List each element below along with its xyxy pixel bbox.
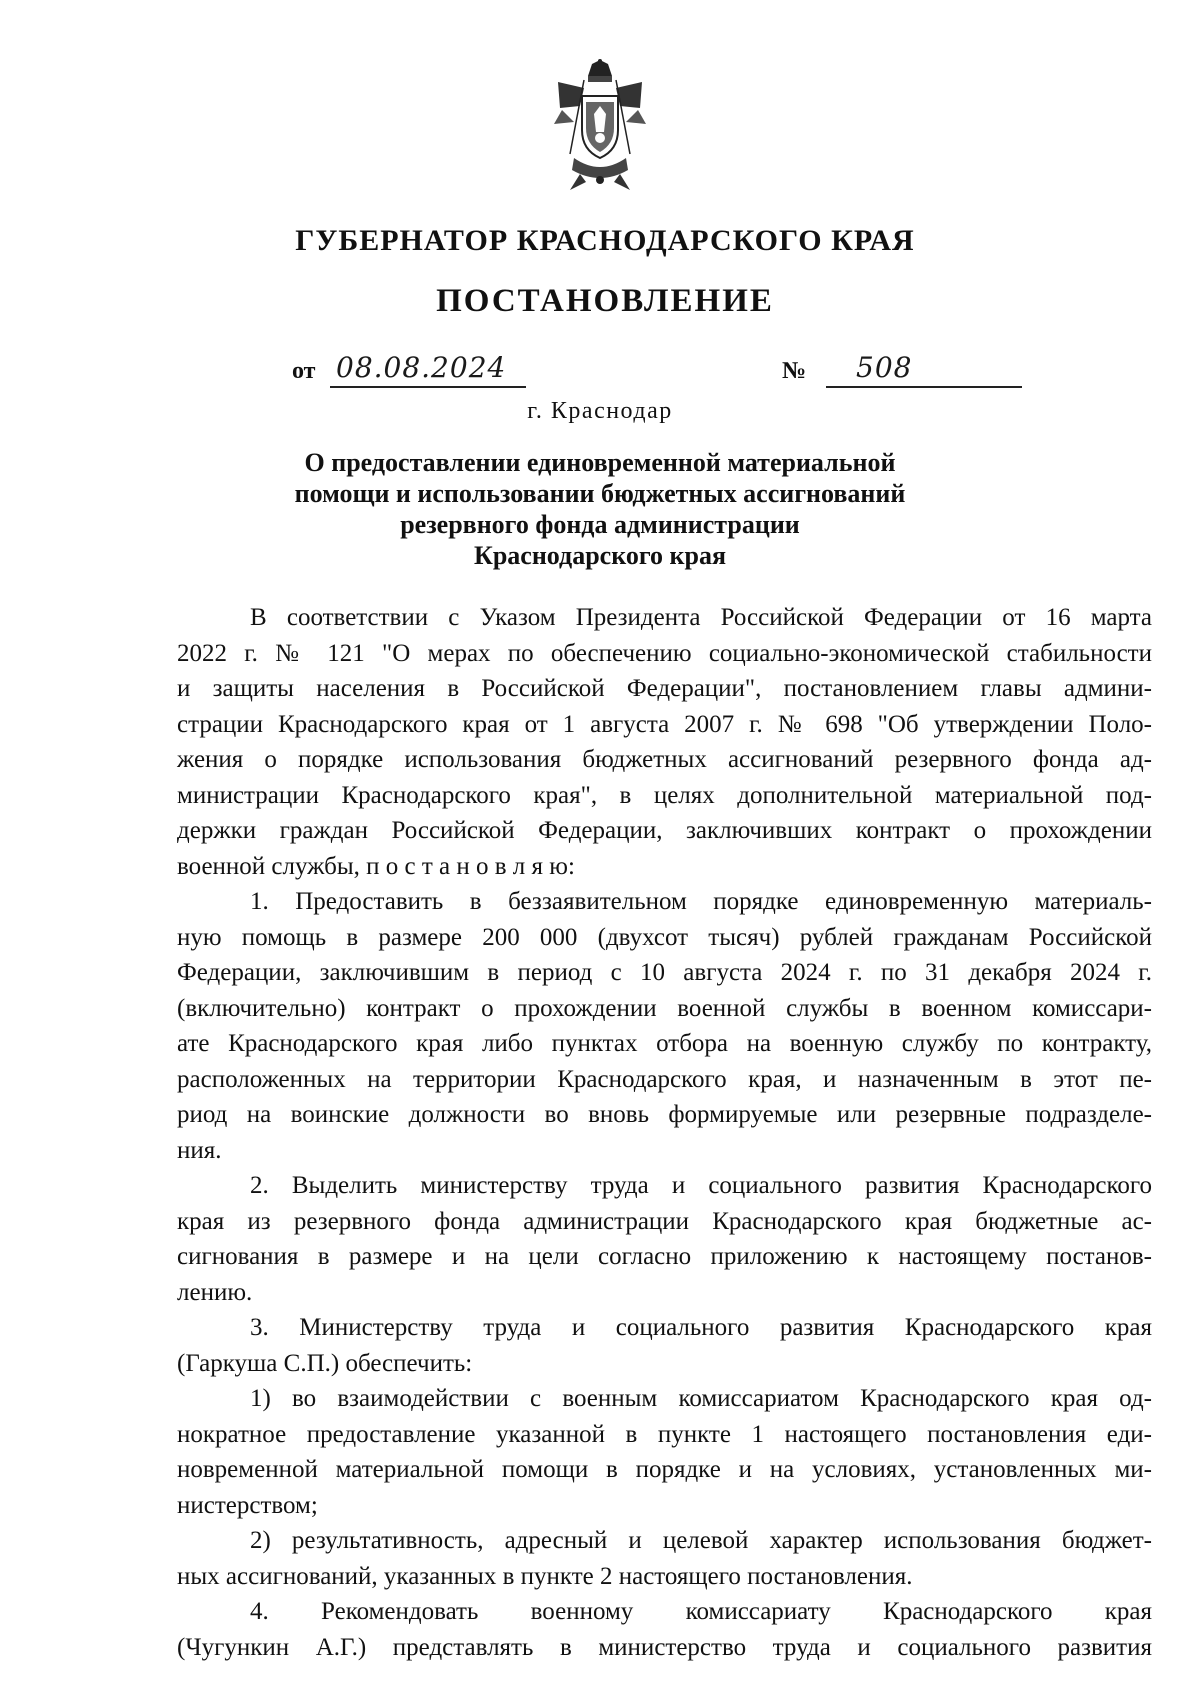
body-line: риод на воинские должности во вновь формируемые или резервные подразделе- [177, 1101, 1152, 1128]
body-line: (включительно) контракт о прохождении военной службы в военном комиссари- [177, 994, 1152, 1022]
body-line: расположенных на территории Краснодарского края, и назначенным в этот пе- [177, 1065, 1152, 1093]
body-line: Федерации, заключившим в период с 10 августа 2024 г. по 31 декабря 2024 г. [177, 959, 1152, 986]
number-label: № [782, 358, 807, 384]
body-line: 1) во взаимодействии с военным комиссариатом Краснодарского края од- [250, 1385, 1152, 1412]
coat-of-arms-icon [550, 58, 650, 194]
body-line: нистерством; [177, 1491, 318, 1519]
body-line: жения о порядке использования бюджетных ассигнований резервного фонда ад- [177, 746, 1152, 773]
body-line: лению. [177, 1278, 253, 1306]
body-line: 1. Предоставить в беззаявительном порядке единовременную материаль- [250, 888, 1152, 915]
subject-line: О предоставлении единовременной материальной [304, 448, 896, 477]
subject-line: помощи и использовании бюджетных ассигнований [294, 479, 906, 508]
document-subject [0, 447, 1200, 571]
number-field [826, 352, 1022, 388]
date-label: от [292, 358, 316, 384]
body-line: 4. Рекомендовать военному комиссариату Краснодарского края [250, 1598, 1152, 1625]
body-line: держки граждан Российской Федерации, заключивших контракт о прохождении [177, 817, 1152, 844]
document-body [177, 600, 1152, 1665]
body-line: 2022 г. № 121 "О мерах по обеспечению социально-экономической стабильности [177, 639, 1152, 667]
body-line: новременной материальной помощи в порядке и на условиях, установленных ми- [177, 1456, 1152, 1483]
body-line: края из резервного фонда администрации Краснодарского края бюджетные ас- [177, 1207, 1152, 1235]
body-line: ную помощь в размере 200 000 (двухсот тысяч) рублей гражданам Российской [177, 923, 1152, 951]
body-line: 2) результативность, адресный и целевой характер использования бюджет- [250, 1527, 1152, 1554]
body-line: В соответствии с Указом Президента Российской Федерации от 16 марта [250, 604, 1152, 631]
body-line: ния. [177, 1136, 222, 1164]
body-line: ате Краснодарского края либо пунктах отбора на военную службу по контракту, [177, 1030, 1152, 1057]
body-line: сигнования в размере и на цели согласно приложению к настоящему постанов- [177, 1243, 1152, 1270]
subject-line: резервного фонда администрации [400, 510, 800, 539]
body-line: ных ассигнований, указанных в пункте 2 настоящего постановления. [177, 1562, 913, 1590]
date-number-row [0, 352, 1200, 392]
body-line: (Чугункин А.Г.) представлять в министерство труда и социального развития [177, 1633, 1152, 1661]
body-line: и защиты населения в Российской Федерации", постановлением главы админи- [177, 675, 1152, 702]
body-line: 2. Выделить министерству труда и социального развития Краснодарского [250, 1172, 1152, 1199]
body-line: страции Краснодарского края от 1 августа 2007 г. № 698 "Об утверждении Поло- [177, 710, 1152, 738]
body-line: (Гаркуша С.П.) обеспечить: [177, 1349, 473, 1377]
date-field [330, 352, 526, 388]
document-type: ПОСТАНОВЛЕНИЕ [436, 283, 774, 319]
handwritten-date: 08.08.2024 [336, 351, 507, 384]
city: г. Краснодар [527, 398, 673, 424]
handwritten-number: 508 [856, 351, 913, 384]
body-line: министрации Краснодарского края", в целях дополнительной материальной под- [177, 781, 1152, 809]
body-line: 3. Министерству труда и социального развития Краснодарского края [250, 1314, 1152, 1341]
body-line: военной службы, п о с т а н о в л я ю: [177, 852, 575, 880]
authority-title: ГУБЕРНАТОР КРАСНОДАРСКОГО КРАЯ [295, 224, 915, 257]
subject-line: Краснодарского края [473, 541, 727, 570]
body-line: нократное предоставление указанной в пункте 1 настоящего постановления еди- [177, 1420, 1152, 1448]
